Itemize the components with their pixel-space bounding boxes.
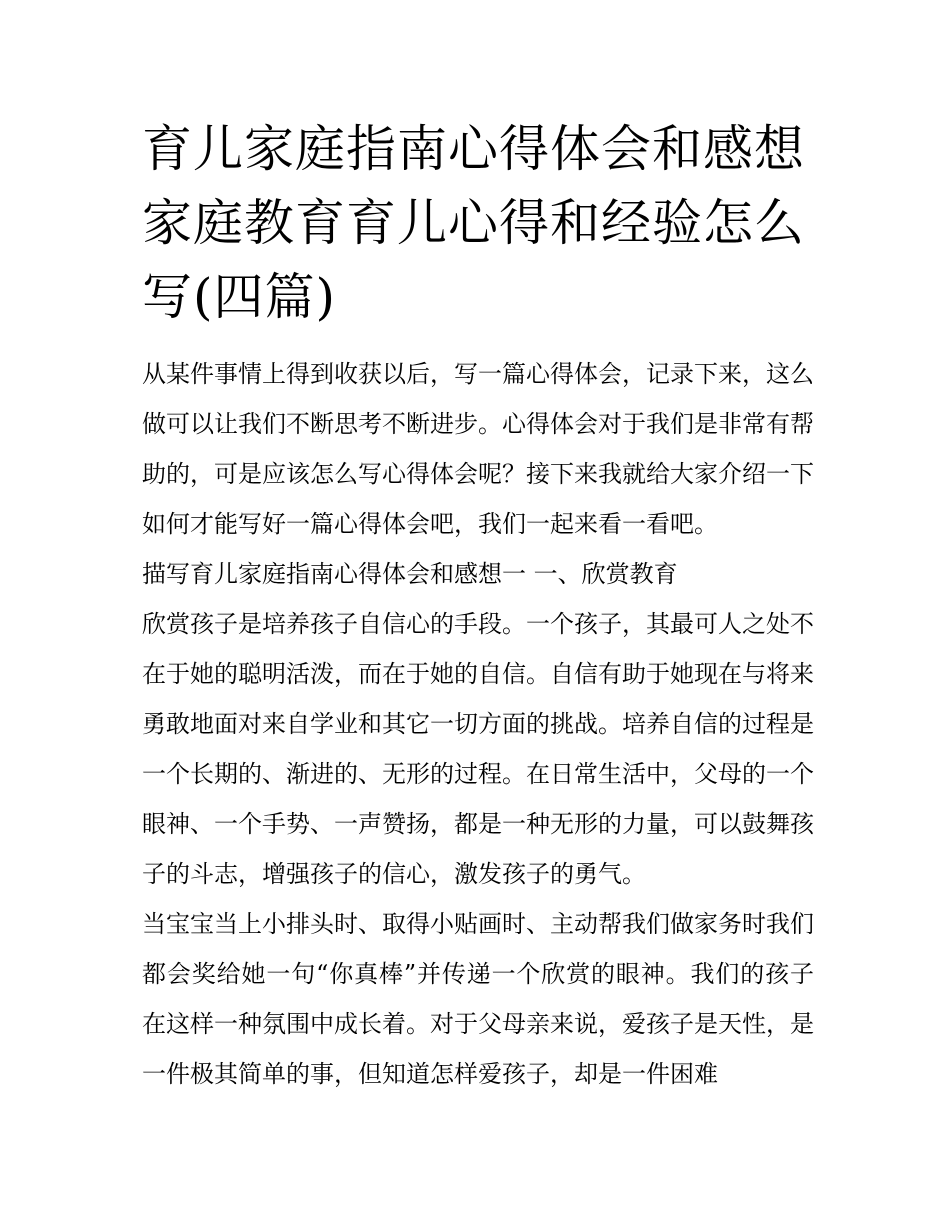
document-title: 育儿家庭指南心得体会和感想家庭教育育儿心得和经验怎么写(四篇) xyxy=(142,120,805,326)
document-page xyxy=(142,112,814,1099)
body-paragraph-2: 当宝宝当上小排头时、取得小贴画时、主动帮我们做家务时我们都会奖给她一句“你真棒”并传递一个欣赏的眼神。我们的孩子在这样一种氛围中成长着。对于父母亲来说，爱孩子是天性，是一件极其简单的事，但知道怎样爱孩子，却是一件困难 xyxy=(142,910,814,1088)
section-heading: 描写育儿家庭指南心得体会和感想一 一、欣赏教育 xyxy=(142,560,678,588)
intro-paragraph: 从某件事情上得到收获以后，写一篇心得体会，记录下来，这么做可以让我们不断思考不断进步。心得体会对于我们是非常有帮助的，可是应该怎么写心得体会呢？接下来我就给大家介绍一下如何才能写好一篇心得体会吧，我们一起来看一看吧。 xyxy=(142,360,814,538)
body-paragraph-1: 欣赏孩子是培养孩子自信心的手段。一个孩子，其最可人之处不在于她的聪明活泼，而在于她的自信。自信有助于她现在与将来勇敢地面对来自学业和其它一切方面的挑战。培养自信的过程是一个长期的、渐进的、无形的过程。在日常生活中，父母的一个眼神、一个手势、一声赞扬，都是一种无形的力量，可以鼓舞孩子的斗志，增强孩子的信心，激发孩子的勇气。 xyxy=(142,610,814,888)
